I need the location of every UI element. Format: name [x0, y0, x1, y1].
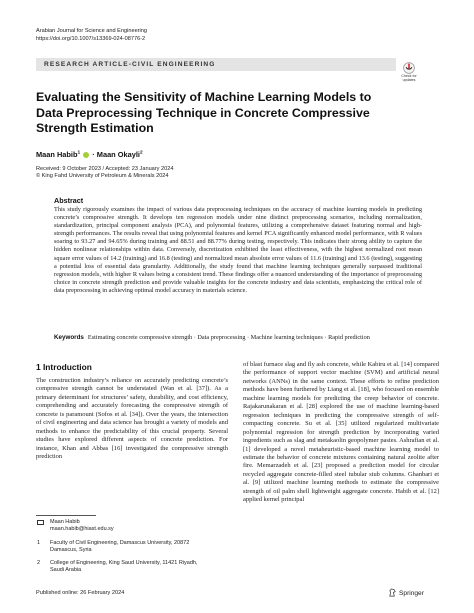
introduction-left-column: The construction industry’s reliance on accurately predicting concrete’s compressive strength cannot be understated (Wan et al. [37]). As a primary determinant for structures’ safety, durability, and cost efficiency, comprehending and accurately forecasting the compressive strength of concrete is paramount (Sofos et al. [34]). Over the years, the intersection of civil engineering and data science has brought a variety of models and methods to enhance the predictability of this crucial property. Several studies have explored different aspects of concrete prediction. For instance, Khan and Abbas [16] investigated the compressive strength prediction — [36, 377, 228, 461]
crossmark-icon — [403, 62, 415, 74]
affiliation-line: Faculty of Civil Engineering, Damascus University, 20872 — [50, 540, 190, 546]
crossmark-text-2: updates — [402, 78, 416, 82]
keywords-label: Keywords — [54, 334, 84, 341]
received-accepted-date: Received: 9 October 2023 / Accepted: 23 January 2024 — [36, 166, 174, 172]
introduction-heading: 1 Introduction — [36, 362, 92, 372]
publisher-logo — [388, 588, 424, 597]
author-name[interactable]: Maan Habib — [36, 150, 78, 159]
crossmark-text-1: Check for — [401, 74, 417, 78]
crossmark-badge[interactable] — [398, 62, 420, 82]
springer-horse-icon — [388, 588, 397, 597]
article-type-banner: RESEARCH ARTICLE-CIVIL ENGINEERING — [36, 58, 396, 71]
doi-link[interactable]: https://doi.org/10.1007/s13369-024-08776-2 — [36, 36, 146, 42]
article-title: Evaluating the Sensitivity of Machine Learning Models to Data Preprocessing Technique in Concrete Compressive Strength Estimation — [36, 90, 372, 135]
abstract-body: This study rigorously examines the impact of various data preprocessing techniques on the accuracy of machine learning models in predicting concrete’s compressive strength. It develops ten regression models under nine distinct preprocessing scenarios, including normalization, standardization, principal component analysis (PCA), and polynomial features, utilizing a comprehensive dataset featuring normal and high-strength performances. The results reveal that using polynomial features and kernel PCA significantly enhanced model performance, with R values soaring to 93.27 and 94.65% during training and 88.51 and 88.77% during testing, respectively. This indicates their strong ability to capture the hidden nonlinear relationships within data. Conversely, discretization exhibited the least effectiveness, with the highest normalized root mean square error values of 14.2 (training) and 16.8 (testing) and normalized mean absolute error values of 11.6 (training) and 13.6 (testing), suggesting a potential loss of essential data granularity. Additionally, the study found that machine learning techniques generally surpassed traditional regression models, with higher R values being a consistent trend. These findings offer a nuanced understanding of the importance of preprocessing choice in concrete strength prediction and provide valuable insights for the concrete industry and data scientists, emphasizing the critical role of data preprocessing in achieving optimal model accuracy in materials science. — [54, 206, 422, 294]
affiliation-number: 1 — [37, 540, 41, 546]
keywords-section — [54, 334, 422, 342]
corresponding-author — [50, 519, 114, 533]
author-separator: · — [90, 150, 97, 159]
author-name[interactable]: Maan Okayli — [96, 150, 140, 159]
journal-name: Arabian Journal for Science and Engineering — [36, 28, 148, 34]
author-list — [36, 150, 143, 159]
author-affiliation-mark: 1 — [77, 150, 81, 156]
contact-email[interactable]: maan.habib@hiast.edu.sy — [50, 526, 114, 532]
affiliation-number: 2 — [37, 560, 41, 566]
published-online-date: Published online: 26 February 2024 — [36, 590, 125, 596]
orcid-icon[interactable] — [83, 152, 89, 158]
article-dates — [36, 166, 173, 181]
contact-name: Maan Habib — [50, 519, 80, 525]
affiliation-line: Damascus, Syria — [50, 547, 92, 553]
introduction-right-column: of blast furnace slag and fly ash concrete, while Kabiru et al. [14] compared the performance of support vector machine (SVM) and artificial neural networks (ANNs) in the same context. These efforts to refine prediction methods have been furthered by Liang et al. [18], who focused on ensemble machine learning models for predicting the creep behavior of concrete. Rajakarunakaran et al. [28] explored the use of machine learning-based regression techniques in predicting the compressive strength of self-compacting concrete. Su et al. [35] utilized regularized multivariate polynomial regression for strength prediction by incorporating varied ingredients such as slag and metakaolin geopolymer pastes. Ashrafian et al. [1] developed a novel metaheuristic-based machine learning model to estimate the behavior of concrete mixtures containing natural zeolite after fire. Memarzadeh et al. [23] proposed a prediction model for circular recycled aggregate concrete-filled steel tubular stub columns. Ghanbari et al. [9] utilized machine learning methods to estimate the compressive strength of oil palm shell lightweight aggregate concrete. Habib et al. [12] applied kernel principal — [243, 361, 439, 504]
publisher-name: Springer — [399, 590, 424, 597]
abstract-heading: Abstract — [54, 196, 84, 205]
affiliation-line: Saudi Arabia — [50, 567, 82, 573]
affiliation-2 — [37, 560, 222, 574]
author-affiliation-mark: 2 — [139, 150, 143, 156]
keywords-text: Estimating concrete compressive strength · Data preprocessing · Machine learning techniques · Rapid prediction — [87, 334, 370, 341]
affiliation-line: College of Engineering, King Saud University, 11421 Riyadh, — [50, 560, 198, 566]
affiliation-1 — [37, 540, 222, 554]
journal-header — [36, 27, 147, 43]
copyright-line: © King Fahd University of Petroleum & Minerals 2024 — [36, 173, 169, 180]
footnote-divider — [36, 515, 96, 516]
envelope-icon — [37, 520, 44, 525]
